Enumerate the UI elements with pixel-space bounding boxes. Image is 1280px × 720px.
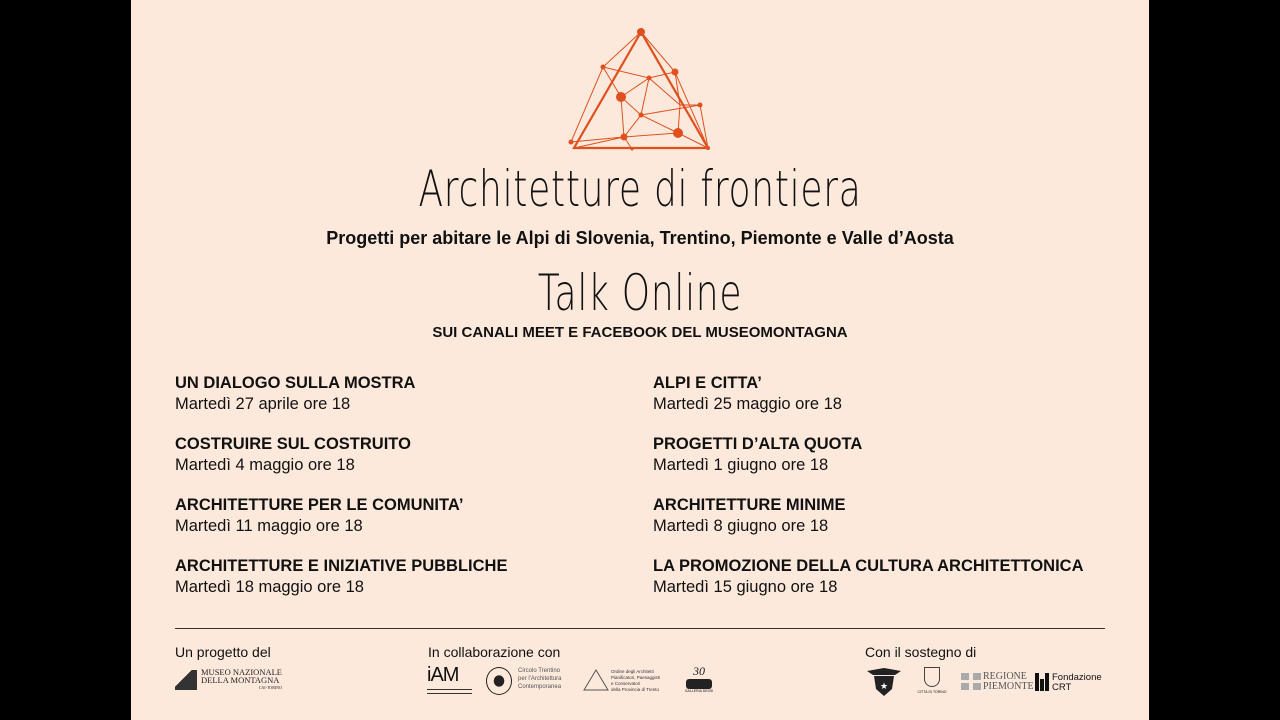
talk-item — [175, 373, 415, 415]
talk-item — [175, 434, 411, 476]
talk-item — [653, 556, 1084, 598]
talk-name: ARCHITETTURE E INIZIATIVE PUBBLICHE — [175, 557, 508, 575]
cai-eagle-logo — [865, 667, 903, 697]
talk-date: Martedì 27 aprile ore 18 — [175, 395, 351, 413]
talk-date: Martedì 4 maggio ore 18 — [175, 456, 355, 474]
talk-item — [653, 495, 846, 537]
talk-name: UN DIALOGO SULLA MOSTRA — [175, 374, 416, 392]
citta-torino-logo: CITTÀ DI TORINO — [917, 667, 947, 694]
ordine-architetti-logo: Ordine degli Architetti Pianificatori, Paesaggisti e Conservatori della Provincia di Trento — [583, 668, 609, 697]
talk-date: Martedì 1 giugno ore 18 — [653, 456, 829, 474]
talk-name: ALPI E CITTA’ — [653, 374, 762, 392]
talk-item — [653, 373, 842, 415]
talk-item — [175, 495, 463, 537]
talk-item — [653, 434, 862, 476]
collab-label: In collaborazione con — [428, 644, 561, 660]
poster: Architetture di frontiera Progetti per abitare le Alpi di Slovenia, Trentino, Piemonte e Valle d’Aosta Talk Online SUI CANALI MEET E FACEBOOK DEL MUSEOMONTAGNA UN DIALOGO SULLA MOSTRA Martedì 27 aprile ore 18 COSTRUIRE SUL COSTRUITO Martedì 4 maggio ore 18 ARCHITETTURE PER LE COMUNITA’ Martedì 11 maggio ore 18 ARCHITETTURE E INIZIATIVE PUBBLICHE Martedì 18 maggio ore 18 ALPI E CITTA’ Martedì 25 maggio ore 18 PROGETTI D’ALTA QUOTA Martedì 1 giugno ore 18 ARCHITETTURE MINIME Martedì 8 giugno ore 18 LA PROMOZIONE DELLA CULTURA ARCHITETTONICA Martedì 15 giugno ore 18 Un progetto del In collaborazione con Con il sostegno di MUSEO NAZIONALE DELLA MONTAGNA CAI-TORINO iAM Circolo Trentino per l'Architettura Contemporanea Ordine degli Architetti Pianificatori, Paesaggisti e Conservatori della Provincia di Trento 30 GALLERIA DESSI ★ CITTÀ DI TORINO REGIONE PIEMONTE Fondazione CRT — [131, 0, 1149, 720]
talk-name: LA PROMOZIONE DELLA CULTURA ARCHITETTONICA — [653, 557, 1084, 575]
talk-date: Martedì 11 maggio ore 18 — [175, 517, 363, 535]
network-triangle-logo — [131, 0, 1149, 160]
talk-date: Martedì 15 giugno ore 18 — [653, 578, 838, 596]
talk-item — [175, 556, 507, 598]
support-label: Con il sostegno di — [865, 644, 977, 660]
event-title: Talk Online — [537, 264, 743, 322]
talk-date: Martedì 25 maggio ore 18 — [653, 395, 842, 413]
project-label: Un progetto del — [175, 644, 271, 660]
talk-name: COSTRUIRE SUL COSTRUITO — [175, 435, 411, 453]
talk-name: ARCHITETTURE MINIME — [653, 496, 846, 514]
channels-note: SUI CANALI MEET E FACEBOOK DEL MUSEOMONTAGNA — [432, 324, 848, 341]
talk-date: Martedì 18 maggio ore 18 — [175, 578, 364, 596]
divider — [175, 628, 1105, 629]
svg-text:★: ★ — [879, 681, 889, 691]
subtitle: Progetti per abitare le Alpi di Slovenia, Trentino, Piemonte e Valle d’Aosta — [326, 228, 954, 248]
talk-name: PROGETTI D’ALTA QUOTA — [653, 435, 863, 453]
galleria-dessi-logo: 30 GALLERIA DESSI — [684, 664, 714, 693]
museo-montagna-logo: MUSEO NAZIONALE DELLA MONTAGNA CAI-TORINO — [175, 668, 281, 694]
talk-name: ARCHITETTURE PER LE COMUNITA’ — [175, 496, 464, 514]
iam-logo: iAM — [427, 664, 472, 694]
talk-date: Martedì 8 giugno ore 18 — [653, 517, 829, 535]
main-title: Architetture di frontiera — [418, 160, 862, 218]
